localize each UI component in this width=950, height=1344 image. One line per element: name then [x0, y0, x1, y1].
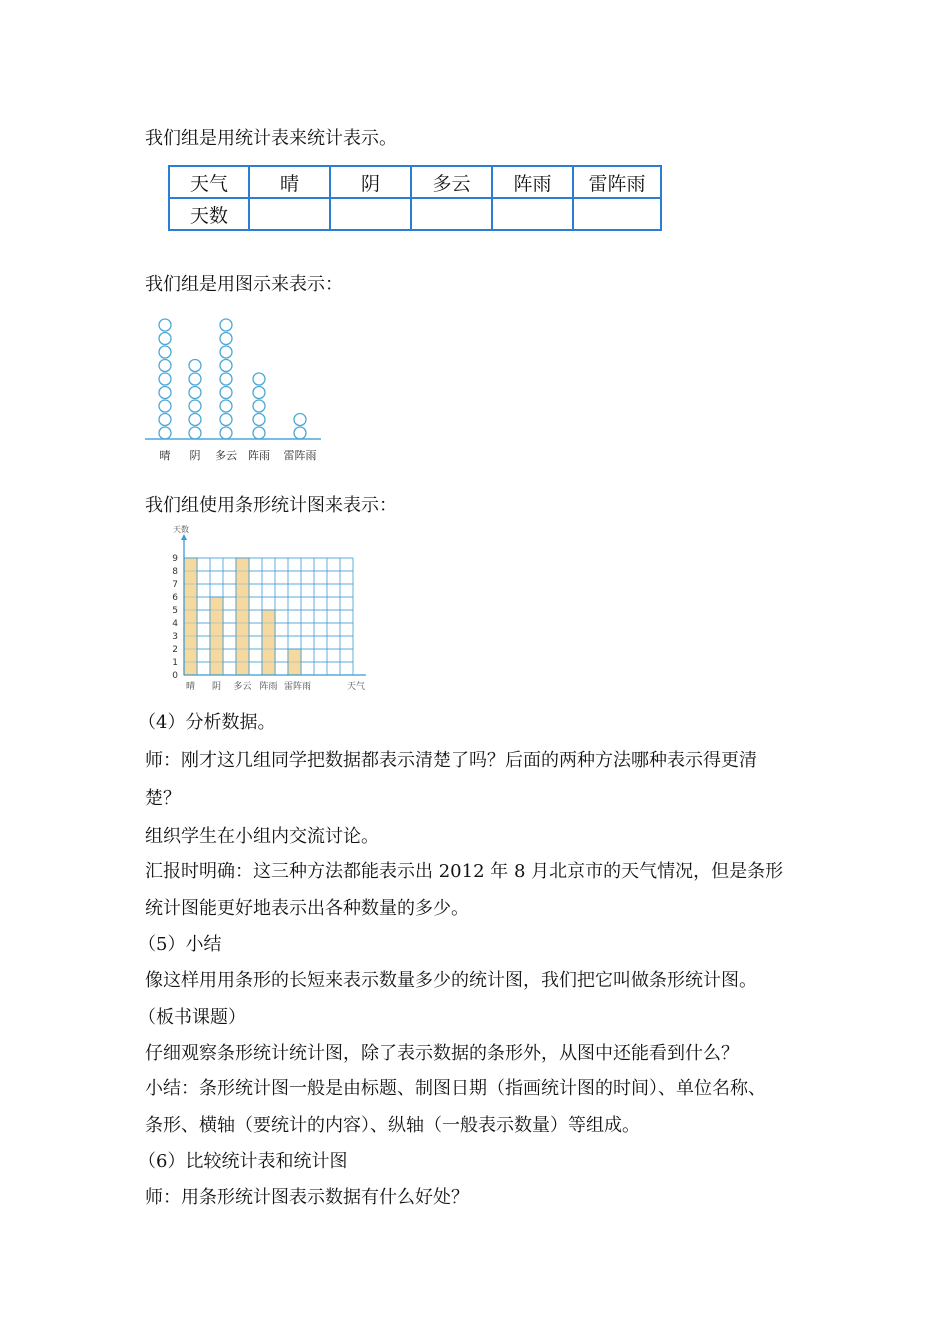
table-cell: 阴: [330, 166, 411, 198]
pictograph: [145, 305, 330, 465]
count-circle: [220, 319, 232, 331]
picto-intro: 我们组是用图示来表示：: [145, 274, 343, 295]
category-label: 雷阵雨: [283, 449, 317, 462]
x-tick-label: 晴: [185, 682, 196, 692]
paragraph-line: （6）比较统计表和统计图: [138, 1151, 348, 1172]
count-circle: [159, 400, 171, 412]
count-circle: [159, 333, 171, 345]
count-circle: [159, 346, 171, 358]
y-tick-label: 6: [172, 593, 178, 603]
table-cell: 多云: [411, 166, 492, 198]
bar-chart: [160, 522, 375, 694]
y-tick-label: 4: [172, 619, 178, 629]
table-row: [169, 166, 661, 198]
y-axis-arrow: [181, 534, 187, 540]
y-tick-label: 1: [172, 658, 178, 668]
count-circle: [159, 360, 171, 372]
category-label: 晴: [159, 449, 171, 462]
paragraph-line: 楚？: [145, 788, 181, 809]
count-circle: [189, 387, 201, 399]
paragraph-line: 像这样用用条形的长短来表示数量多少的统计图，我们把它叫做条形统计图。: [145, 970, 757, 991]
x-tick-label: 阵雨: [259, 682, 278, 692]
paragraph-line: 师：用条形统计图表示数据有什么好处？: [145, 1187, 469, 1208]
count-circle: [159, 387, 171, 399]
table-cell: [330, 198, 411, 230]
count-circle: [220, 427, 232, 439]
category-label: 多云: [215, 449, 237, 462]
count-circle: [220, 333, 232, 345]
bar-intro: 我们组使用条形统计图来表示：: [145, 495, 397, 516]
table-cell: 天数: [169, 198, 249, 230]
y-tick-label: 8: [172, 567, 178, 577]
paragraph-line: 师：刚才这几组同学把数据都表示清楚了吗？后面的两种方法哪种表示得更清: [145, 750, 757, 771]
x-tick-label: 雷阵雨: [283, 682, 312, 692]
paragraph-line: 仔细观察条形统计统计图，除了表示数据的条形外，从图中还能看到什么？: [145, 1043, 739, 1064]
paragraph-line: （板书课题）: [138, 1007, 246, 1028]
y-tick-label: 3: [172, 632, 178, 642]
table-cell: [492, 198, 573, 230]
bar: [262, 610, 275, 675]
count-circle: [253, 414, 265, 426]
table-cell: 雷阵雨: [573, 166, 661, 198]
count-circle: [220, 360, 232, 372]
count-circle: [253, 387, 265, 399]
paragraph-line: 条形、横轴（要统计的内容）、纵轴（一般表示数量）等组成。: [145, 1115, 640, 1136]
x-tick-label: 阴: [211, 682, 222, 692]
count-circle: [220, 400, 232, 412]
paragraph-line: （5）小结: [138, 934, 222, 955]
count-circle: [159, 319, 171, 331]
weather-table: [168, 165, 662, 231]
table-cell: 天气: [169, 166, 249, 198]
y-tick-label: 9: [172, 554, 178, 564]
paragraph-line: 统计图能更好地表示出各种数量的多少。: [145, 898, 469, 919]
table-cell: [411, 198, 492, 230]
y-tick-label: 5: [172, 606, 178, 616]
table-row: [169, 198, 661, 230]
count-circle: [189, 427, 201, 439]
count-circle: [159, 373, 171, 385]
count-circle: [189, 373, 201, 385]
paragraph-line: （4）分析数据。: [138, 712, 276, 733]
count-circle: [159, 414, 171, 426]
bar: [236, 558, 249, 675]
paragraph-line: 小结：条形统计图一般是由标题、制图日期（指画统计图的时间）、单位名称、: [145, 1078, 766, 1099]
table-cell: [249, 198, 330, 230]
table-cell: 晴: [249, 166, 330, 198]
table-intro: 我们组是用统计表来统计表示。: [145, 128, 397, 149]
y-axis-label: 天数: [173, 525, 189, 534]
count-circle: [253, 427, 265, 439]
count-circle: [294, 427, 306, 439]
count-circle: [220, 346, 232, 358]
table-cell: 阵雨: [492, 166, 573, 198]
count-circle: [189, 400, 201, 412]
paragraph-line: 汇报时明确：这三种方法都能表示出 2012 年 8 月北京市的天气情况，但是条形: [145, 861, 784, 882]
count-circle: [294, 414, 306, 426]
count-circle: [220, 373, 232, 385]
x-tick-label: 多云: [233, 682, 252, 692]
count-circle: [253, 400, 265, 412]
count-circle: [253, 373, 265, 385]
count-circle: [189, 360, 201, 372]
x-axis-label: 天气: [346, 682, 366, 692]
count-circle: [159, 427, 171, 439]
count-circle: [220, 387, 232, 399]
bar: [184, 558, 197, 675]
table-cell: [573, 198, 661, 230]
count-circle: [220, 414, 232, 426]
category-label: 阵雨: [248, 449, 270, 462]
y-tick-label: 2: [172, 645, 178, 655]
y-tick-label: 0: [172, 671, 178, 681]
count-circle: [189, 414, 201, 426]
y-tick-label: 7: [172, 580, 178, 590]
paragraph-line: 组织学生在小组内交流讨论。: [145, 826, 379, 847]
category-label: 阴: [189, 449, 201, 462]
